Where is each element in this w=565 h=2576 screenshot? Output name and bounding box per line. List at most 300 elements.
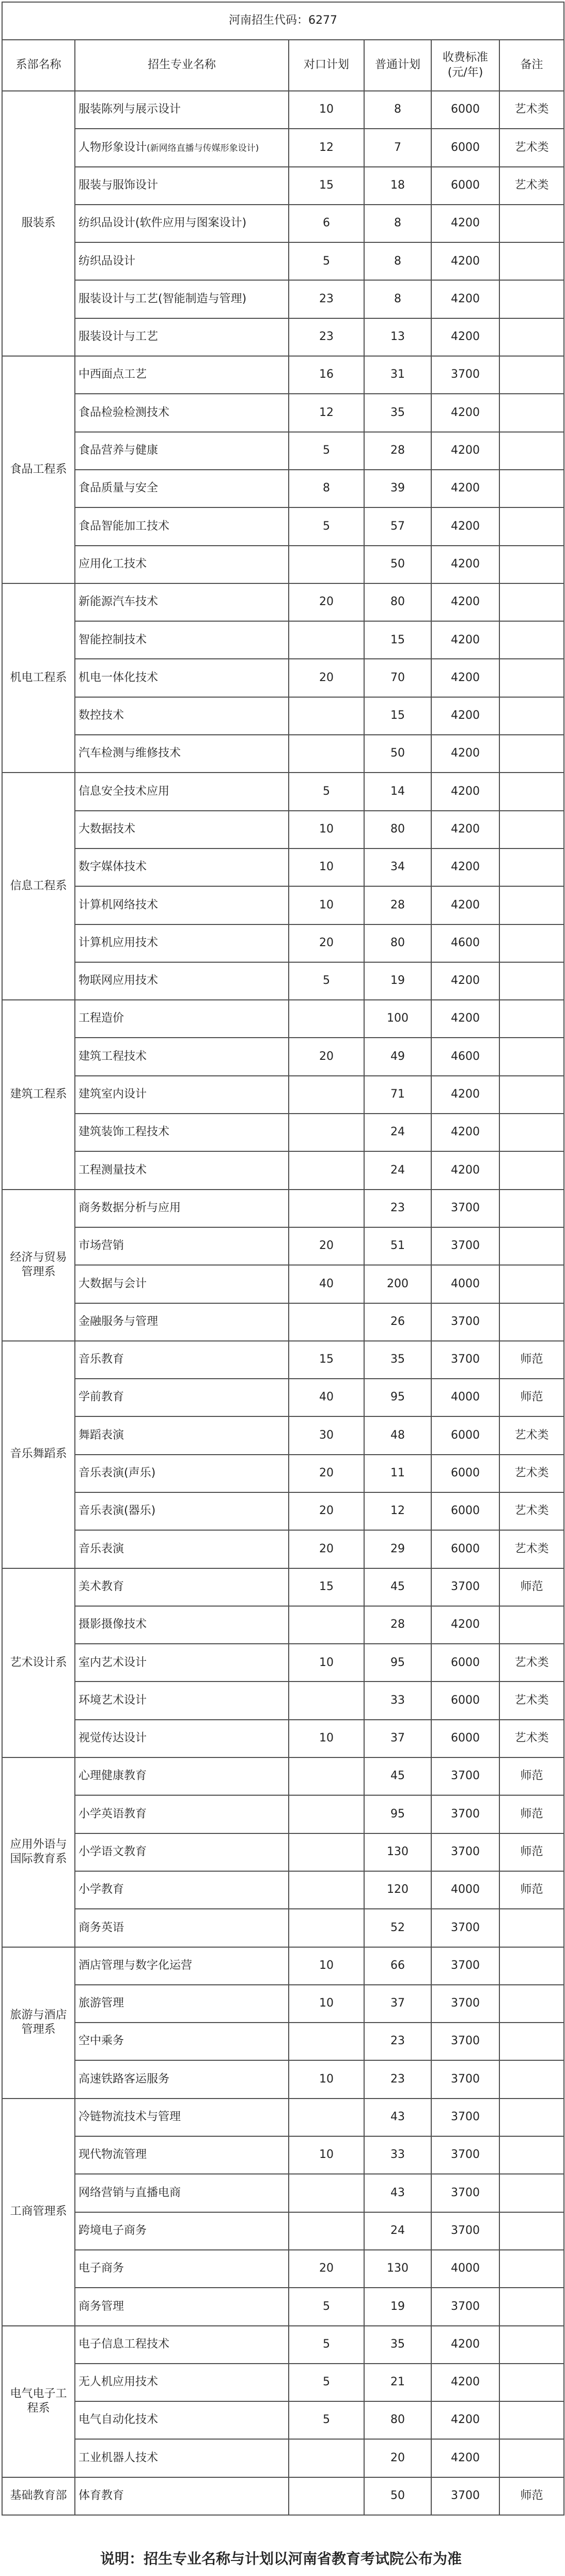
- fee-value: 6000: [431, 1492, 499, 1530]
- fee-value: 4200: [431, 1076, 499, 1114]
- major-name-text: 服装设计与工艺(智能制造与管理): [79, 292, 247, 305]
- major-name: [75, 2023, 289, 2060]
- fee-value: 3700: [431, 2060, 499, 2098]
- duikou-plan-value: 16: [289, 356, 364, 394]
- major-name-text: 市场营销: [79, 1239, 124, 1253]
- note-value: [499, 1606, 564, 1644]
- duikou-plan-value: 20: [289, 659, 364, 697]
- major-name: [75, 2364, 289, 2401]
- dept-name: 工商管理系: [2, 2099, 75, 2326]
- major-name-text: 学前教育: [79, 1391, 124, 1404]
- fee-value: 4200: [431, 659, 499, 697]
- major-name: [75, 1114, 289, 1151]
- duikou-plan-value: 10: [289, 1644, 364, 1682]
- duikou-plan-value: 10: [289, 886, 364, 924]
- fee-value: 4200: [431, 280, 499, 318]
- fee-value: 4600: [431, 924, 499, 962]
- fee-value: 4200: [431, 1151, 499, 1189]
- fee-value: 4200: [431, 394, 499, 431]
- putong-plan-value: 95: [364, 1379, 431, 1416]
- table-row: [2, 2439, 564, 2477]
- putong-plan-value: 48: [364, 1416, 431, 1454]
- major-name: [75, 2212, 289, 2250]
- major-name-text: 音乐表演(声乐): [79, 1467, 156, 1480]
- duikou-plan-value: [289, 1682, 364, 1719]
- fee-value: 4200: [431, 811, 499, 849]
- fee-value: 6000: [431, 1530, 499, 1568]
- fee-value: 4200: [431, 1606, 499, 1644]
- putong-plan-value: 80: [364, 811, 431, 849]
- note-value: [499, 1227, 564, 1265]
- major-name-text: 纺织品设计(软件应用与图案设计): [79, 217, 247, 230]
- note-value: [499, 659, 564, 697]
- note-value: [499, 2212, 564, 2250]
- table-row: [2, 1000, 564, 1038]
- fee-value: 3700: [431, 356, 499, 394]
- note-value: 师范: [499, 1871, 564, 1909]
- major-name: [75, 1227, 289, 1265]
- note-value: [499, 2439, 564, 2477]
- putong-plan-value: 43: [364, 2174, 431, 2212]
- note-value: [499, 1190, 564, 1227]
- major-name: [75, 962, 289, 1000]
- major-name: [75, 1000, 289, 1038]
- note-value: 艺术类: [499, 167, 564, 205]
- table-row: [2, 811, 564, 849]
- table-row: [2, 962, 564, 1000]
- note-value: [499, 621, 564, 659]
- putong-plan-value: 8: [364, 280, 431, 318]
- fee-value: 4600: [431, 1038, 499, 1075]
- note-value: [499, 1038, 564, 1075]
- duikou-plan-value: 10: [289, 2060, 364, 2098]
- major-name: [75, 2099, 289, 2136]
- header-dept: 系部名称: [2, 40, 75, 91]
- putong-plan-value: 45: [364, 1757, 431, 1795]
- putong-plan-value: 95: [364, 1644, 431, 1682]
- fee-value: 4200: [431, 432, 499, 470]
- major-name: [75, 546, 289, 583]
- dept-name: 电气电子工 程系: [2, 2326, 75, 2477]
- fee-value: 4200: [431, 735, 499, 773]
- fee-value: 4000: [431, 2250, 499, 2288]
- table-row: [2, 242, 564, 280]
- header-fee: 收费标准 (元/年): [431, 40, 499, 91]
- duikou-plan-value: 40: [289, 1265, 364, 1303]
- fee-value: 3700: [431, 1909, 499, 1947]
- duikou-plan-value: [289, 621, 364, 659]
- note-value: 师范: [499, 1568, 564, 1606]
- putong-plan-value: 15: [364, 697, 431, 735]
- putong-plan-value: 14: [364, 773, 431, 810]
- major-name: [75, 1720, 289, 1757]
- fee-value: 4200: [431, 583, 499, 621]
- duikou-plan-value: [289, 1871, 364, 1909]
- header-duikou-plan: 对口计划: [289, 40, 364, 91]
- major-name: [75, 1871, 289, 1909]
- putong-plan-value: 130: [364, 2250, 431, 2288]
- major-name: [75, 1947, 289, 1985]
- fee-value: 4200: [431, 886, 499, 924]
- major-name-text: 酒店管理与数字化运营: [79, 1958, 193, 1972]
- table-row: [2, 1568, 564, 1606]
- putong-plan-value: 80: [364, 924, 431, 962]
- major-name-text: 物联网应用技术: [79, 974, 159, 988]
- putong-plan-value: 39: [364, 470, 431, 507]
- duikou-plan-value: 10: [289, 91, 364, 129]
- note-value: [499, 2326, 564, 2364]
- major-name: [75, 1682, 289, 1719]
- note-value: 艺术类: [499, 129, 564, 166]
- table-row: [2, 659, 564, 697]
- table-row: [2, 2060, 564, 2098]
- major-name: [75, 1038, 289, 1075]
- table-row: [2, 1947, 564, 1985]
- major-name: [75, 2326, 289, 2364]
- table-row: [2, 91, 564, 129]
- putong-plan-value: 43: [364, 2099, 431, 2136]
- duikou-plan-value: 12: [289, 394, 364, 431]
- putong-plan-value: 80: [364, 2401, 431, 2439]
- putong-plan-value: 23: [364, 1190, 431, 1227]
- fee-value: 4200: [431, 2364, 499, 2401]
- note-value: [499, 1000, 564, 1038]
- duikou-plan-value: [289, 1076, 364, 1114]
- duikou-plan-value: 5: [289, 242, 364, 280]
- note-value: [499, 2023, 564, 2060]
- putong-plan-value: 8: [364, 205, 431, 242]
- dept-name: 机电工程系: [2, 583, 75, 773]
- table-body: [2, 2, 564, 2515]
- note-value: [499, 2099, 564, 2136]
- table-row: [2, 1833, 564, 1871]
- table-row: [2, 621, 564, 659]
- putong-plan-value: 71: [364, 1076, 431, 1114]
- major-name-text: 纺织品设计: [79, 254, 136, 268]
- major-name: [75, 2250, 289, 2288]
- fee-value: 6000: [431, 1416, 499, 1454]
- major-name: [75, 1341, 289, 1379]
- fee-value: 6000: [431, 167, 499, 205]
- duikou-plan-value: [289, 2023, 364, 2060]
- table-row: [2, 2174, 564, 2212]
- major-name-text: 数字媒体技术: [79, 860, 147, 874]
- table-row: [2, 2099, 564, 2136]
- note-value: [499, 546, 564, 583]
- note-value: 艺术类: [499, 1416, 564, 1454]
- duikou-plan-value: 5: [289, 773, 364, 810]
- table-row: [2, 2288, 564, 2325]
- note-value: 艺术类: [499, 1720, 564, 1757]
- putong-plan-value: 51: [364, 1227, 431, 1265]
- major-name-text: 电子信息工程技术: [79, 2337, 170, 2351]
- dept-name: 基础教育部: [2, 2477, 75, 2515]
- table-row: [2, 924, 564, 962]
- putong-plan-value: 21: [364, 2364, 431, 2401]
- major-name: [75, 1265, 289, 1303]
- duikou-plan-value: [289, 546, 364, 583]
- major-name-text: 室内艺术设计: [79, 1656, 147, 1669]
- duikou-plan-value: [289, 2439, 364, 2477]
- table-row: [2, 1038, 564, 1075]
- duikou-plan-value: 5: [289, 507, 364, 545]
- major-name-text: 冷链物流技术与管理: [79, 2110, 181, 2124]
- putong-plan-value: 26: [364, 1303, 431, 1341]
- major-name-text: 摄影摄像技术: [79, 1618, 147, 1631]
- duikou-plan-value: 20: [289, 1492, 364, 1530]
- table-row: [2, 1076, 564, 1114]
- fee-value: 3700: [431, 2288, 499, 2325]
- table-row: [2, 886, 564, 924]
- table-row: [2, 1757, 564, 1795]
- major-name-text: 空中乘务: [79, 2034, 124, 2048]
- note-value: [499, 1114, 564, 1151]
- major-name: [75, 2439, 289, 2477]
- major-name: [75, 2174, 289, 2212]
- duikou-plan-value: 10: [289, 849, 364, 886]
- note-value: [499, 1985, 564, 2023]
- fee-value: 4200: [431, 1114, 499, 1151]
- major-name: [75, 1190, 289, 1227]
- footer-note: 说明：招生专业名称与计划以河南省教育考试院公布为准: [100, 2550, 462, 2567]
- major-name-text: 小学语文教育: [79, 1845, 147, 1858]
- major-name: [75, 507, 289, 545]
- major-name-text: 体育教育: [79, 2489, 124, 2503]
- duikou-plan-value: 5: [289, 432, 364, 470]
- duikou-plan-value: 20: [289, 1455, 364, 1492]
- table-row: [2, 205, 564, 242]
- table-row: [2, 167, 564, 205]
- major-name: [75, 432, 289, 470]
- table-row: [2, 1265, 564, 1303]
- putong-plan-value: 95: [364, 1795, 431, 1833]
- note-value: 师范: [499, 1795, 564, 1833]
- major-name-text: 音乐表演: [79, 1542, 124, 1555]
- duikou-plan-value: 10: [289, 1985, 364, 2023]
- major-name-text: 大数据与会计: [79, 1277, 147, 1290]
- major-name: [75, 2288, 289, 2325]
- note-value: [499, 962, 564, 1000]
- dept-name: 音乐舞蹈系: [2, 1341, 75, 1568]
- major-name-text: 食品质量与安全: [79, 482, 159, 495]
- major-name: [75, 1379, 289, 1416]
- fee-value: 3700: [431, 2023, 499, 2060]
- note-value: [499, 1151, 564, 1189]
- fee-value: 6000: [431, 1455, 499, 1492]
- major-name: [75, 924, 289, 962]
- table-row: [2, 1190, 564, 1227]
- major-name-text: 建筑室内设计: [79, 1088, 147, 1101]
- table-row: [2, 735, 564, 773]
- dept-name: 服装系: [2, 91, 75, 356]
- major-name: [75, 205, 289, 242]
- fee-value: 4200: [431, 242, 499, 280]
- note-value: [499, 242, 564, 280]
- fee-value: 4200: [431, 2326, 499, 2364]
- duikou-plan-value: 15: [289, 1341, 364, 1379]
- major-name-text: 旅游管理: [79, 1997, 124, 2010]
- duikou-plan-value: [289, 1303, 364, 1341]
- note-value: 艺术类: [499, 1492, 564, 1530]
- duikou-plan-value: 10: [289, 1947, 364, 1985]
- table-row: [2, 318, 564, 356]
- major-name-text: 汽车检测与维修技术: [79, 747, 181, 760]
- putong-plan-value: 45: [364, 1568, 431, 1606]
- duikou-plan-value: [289, 1000, 364, 1038]
- major-name-text: 大数据技术: [79, 822, 136, 836]
- note-value: 师范: [499, 1341, 564, 1379]
- table-row: [2, 2212, 564, 2250]
- note-value: 师范: [499, 2477, 564, 2515]
- fee-value: 6000: [431, 129, 499, 166]
- dept-name: 建筑工程系: [2, 1000, 75, 1189]
- major-name-text: 现代物流管理: [79, 2148, 147, 2162]
- major-name-text: 小学教育: [79, 1883, 124, 1896]
- major-name: [75, 886, 289, 924]
- dept-name: 应用外语与 国际教育系: [2, 1757, 75, 1947]
- duikou-plan-value: [289, 1114, 364, 1151]
- duikou-plan-value: [289, 697, 364, 735]
- fee-value: 4200: [431, 773, 499, 810]
- major-name-text: 小学英语教育: [79, 1807, 147, 1821]
- putong-plan-value: 33: [364, 2136, 431, 2174]
- table-row: [2, 1227, 564, 1265]
- note-value: [499, 2401, 564, 2439]
- fee-value: 3700: [431, 1757, 499, 1795]
- table-row: [2, 1114, 564, 1151]
- table-row: [2, 2364, 564, 2401]
- duikou-plan-value: 20: [289, 1038, 364, 1075]
- major-name: [75, 1455, 289, 1492]
- major-name: [75, 1795, 289, 1833]
- major-name-text: 视觉传达设计: [79, 1732, 147, 1745]
- fee-value: 4200: [431, 849, 499, 886]
- fee-value: 4200: [431, 546, 499, 583]
- major-name: [75, 1492, 289, 1530]
- putong-plan-value: 200: [364, 1265, 431, 1303]
- fee-value: 3700: [431, 1795, 499, 1833]
- fee-value: 3700: [431, 1341, 499, 1379]
- putong-plan-value: 18: [364, 167, 431, 205]
- fee-value: 3700: [431, 1947, 499, 1985]
- fee-value: 3700: [431, 1568, 499, 1606]
- table-row: [2, 1871, 564, 1909]
- major-name-text: 美术教育: [79, 1580, 124, 1593]
- duikou-plan-value: [289, 1151, 364, 1189]
- major-name-text: 音乐表演(器乐): [79, 1504, 156, 1518]
- duikou-plan-value: 30: [289, 1416, 364, 1454]
- major-name-text: 无人机应用技术: [79, 2376, 159, 2389]
- putong-plan-value: 24: [364, 1151, 431, 1189]
- note-value: [499, 394, 564, 431]
- major-name: [75, 1303, 289, 1341]
- putong-plan-value: 19: [364, 2288, 431, 2325]
- duikou-plan-value: [289, 2174, 364, 2212]
- major-name-text: 食品智能加工技术: [79, 519, 170, 533]
- note-value: [499, 2060, 564, 2098]
- putong-plan-value: 120: [364, 1871, 431, 1909]
- school-code-row: [2, 2, 564, 40]
- dept-name: 信息工程系: [2, 773, 75, 1000]
- duikou-plan-value: 5: [289, 962, 364, 1000]
- table-row: [2, 1455, 564, 1492]
- table-row: [2, 1341, 564, 1379]
- fee-value: 4000: [431, 1265, 499, 1303]
- fee-value: 3700: [431, 2477, 499, 2515]
- note-value: [499, 583, 564, 621]
- putong-plan-value: 23: [364, 2060, 431, 2098]
- major-name: [75, 1644, 289, 1682]
- major-name-text: 食品营养与健康: [79, 444, 159, 457]
- putong-plan-value: 12: [364, 1492, 431, 1530]
- table-row: [2, 507, 564, 545]
- fee-value: 3700: [431, 2136, 499, 2174]
- major-name: [75, 811, 289, 849]
- duikou-plan-value: [289, 735, 364, 773]
- putong-plan-value: 49: [364, 1038, 431, 1075]
- major-name: [75, 621, 289, 659]
- duikou-plan-value: 5: [289, 2288, 364, 2325]
- table-row: [2, 1492, 564, 1530]
- putong-plan-value: 33: [364, 1682, 431, 1719]
- major-name-text: 食品检验检测技术: [79, 406, 170, 419]
- major-name-text: 工业机器人技术: [79, 2451, 159, 2464]
- dept-name: 旅游与酒店 管理系: [2, 1947, 75, 2099]
- duikou-plan-value: 6: [289, 205, 364, 242]
- major-name: [75, 2477, 289, 2515]
- table-row: [2, 2136, 564, 2174]
- duikou-plan-value: 20: [289, 2250, 364, 2288]
- major-name: [75, 394, 289, 431]
- major-name-text: 商务英语: [79, 1921, 124, 1934]
- putong-plan-value: 37: [364, 1720, 431, 1757]
- note-value: [499, 1947, 564, 1985]
- duikou-plan-value: 20: [289, 1227, 364, 1265]
- note-value: [499, 2174, 564, 2212]
- putong-plan-value: 20: [364, 2439, 431, 2477]
- table-row: [2, 583, 564, 621]
- table-row: [2, 1682, 564, 1719]
- note-value: 艺术类: [499, 1530, 564, 1568]
- note-value: [499, 773, 564, 810]
- major-name-text: 工程测量技术: [79, 1163, 147, 1177]
- major-name-text: 服装陈列与展示设计: [79, 103, 181, 116]
- table-row: [2, 1795, 564, 1833]
- note-value: [499, 318, 564, 356]
- putong-plan-value: 13: [364, 318, 431, 356]
- header-putong-plan: 普通计划: [364, 40, 431, 91]
- major-name: [75, 1909, 289, 1947]
- table-row: [2, 1644, 564, 1682]
- putong-plan-value: 29: [364, 1530, 431, 1568]
- note-value: [499, 1265, 564, 1303]
- major-name: [75, 2136, 289, 2174]
- table-row: [2, 2477, 564, 2515]
- major-name: [75, 1985, 289, 2023]
- putong-plan-value: 28: [364, 432, 431, 470]
- major-name: [75, 318, 289, 356]
- putong-plan-value: 50: [364, 735, 431, 773]
- note-value: [499, 1909, 564, 1947]
- major-name: [75, 773, 289, 810]
- duikou-plan-value: [289, 2477, 364, 2515]
- note-value: 师范: [499, 1757, 564, 1795]
- putong-plan-value: 28: [364, 1606, 431, 1644]
- putong-plan-value: 80: [364, 583, 431, 621]
- table-row: [2, 2401, 564, 2439]
- putong-plan-value: 37: [364, 1985, 431, 2023]
- major-name: [75, 1416, 289, 1454]
